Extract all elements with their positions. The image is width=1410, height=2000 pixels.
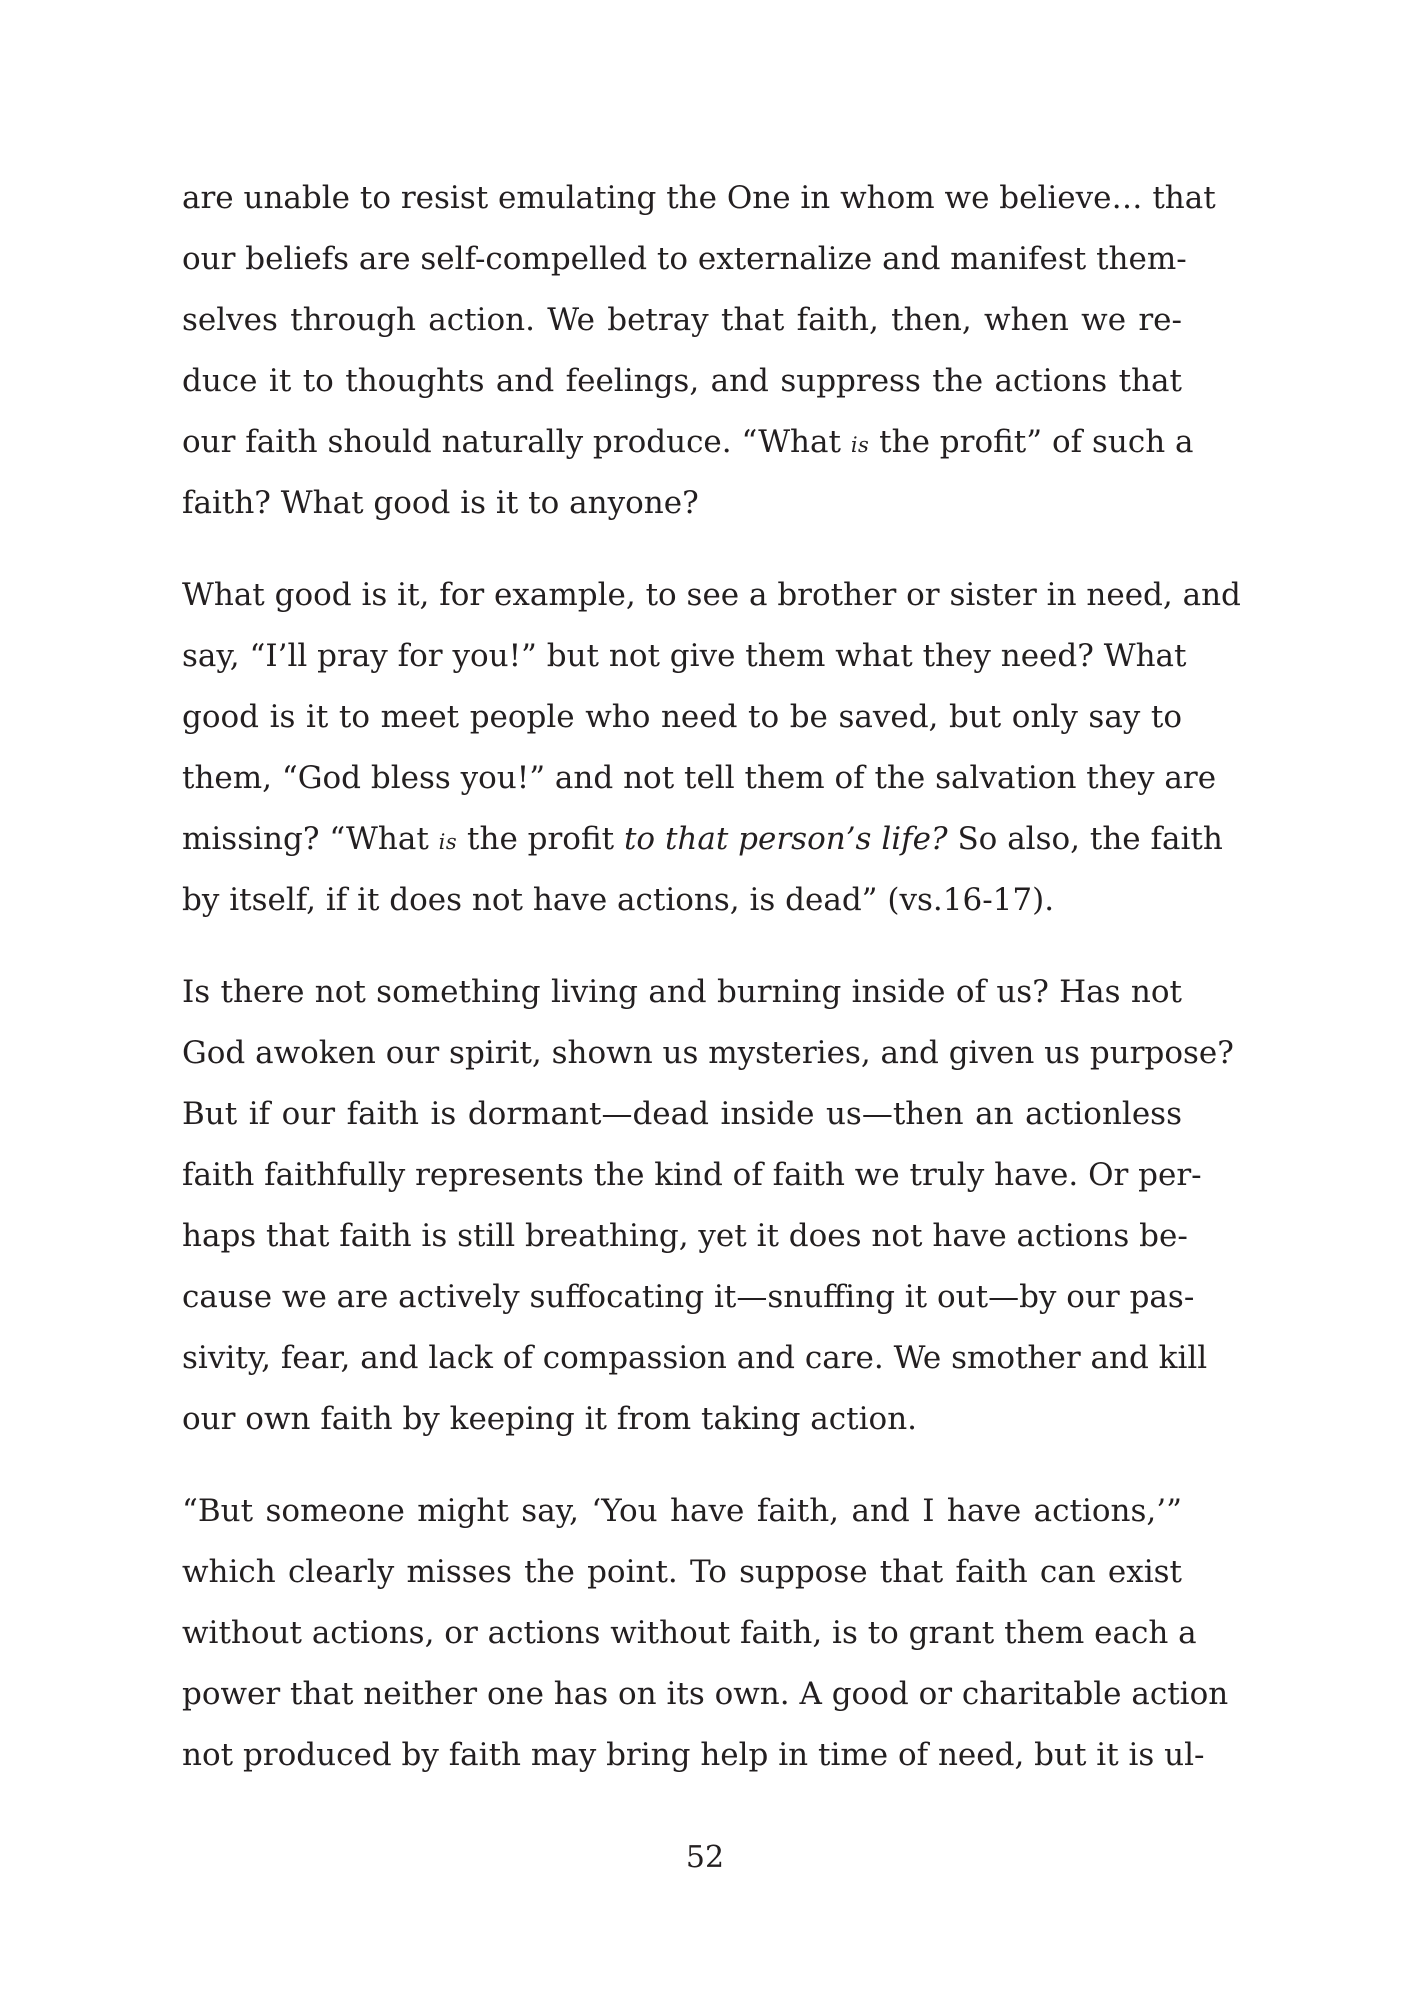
text-line: not produced by faith may bring help in time of need, but it is ul- xyxy=(182,1737,1205,1773)
text-line: “But someone might say, ‘You have faith, and I have actions,’” xyxy=(182,1493,1182,1529)
text-line: sivity, fear, and lack of compassion and care. We smother and kill xyxy=(182,1340,1208,1376)
text-line: our own faith by keeping it from taking action. xyxy=(182,1401,918,1437)
text-line: are unable to resist emulating the One in whom we believe… that xyxy=(182,180,1216,216)
body-text xyxy=(182,168,1241,1786)
text-run: our faith should naturally produce. “What xyxy=(182,424,851,460)
text-run: the profit xyxy=(457,821,624,857)
text-line: But if our faith is dormant—dead inside us—then an actionless xyxy=(182,1096,1182,1132)
paragraph-4 xyxy=(182,1481,1229,1786)
text-line: faith? What good is it to anyone? xyxy=(182,485,699,521)
text-line: power that neither one has on its own. A good or charitable action xyxy=(182,1676,1229,1712)
text-run: the profit” of such a xyxy=(869,424,1194,460)
text-line xyxy=(182,412,1194,473)
paragraph-gap xyxy=(182,534,1182,565)
paragraph-2 xyxy=(182,565,1241,931)
text-line: say, “I’ll pray for you!” but not give them what they need? What xyxy=(182,638,1187,674)
text-line: without actions, or actions without faith, is to grant them each a xyxy=(182,1615,1197,1651)
text-line: haps that faith is still breathing, yet it does not have actions be- xyxy=(182,1218,1188,1254)
text-run: So also, the faith xyxy=(947,821,1223,857)
paragraph-1 xyxy=(182,168,1216,534)
text-line: Is there not something living and burning inside of us? Has not xyxy=(182,974,1182,1010)
text-line: God awoken our spirit, shown us mysteries, and given us purpose? xyxy=(182,1035,1234,1071)
text-line: faith faithfully represents the kind of faith we truly have. Or per- xyxy=(182,1157,1202,1193)
text-line: which clearly misses the point. To suppose that faith can exist xyxy=(182,1554,1182,1590)
text-line: our beliefs are self-compelled to externalize and manifest them- xyxy=(182,241,1187,277)
text-line: duce it to thoughts and feelings, and suppress the actions that xyxy=(182,363,1182,399)
italic-emphasis: to that person’s life? xyxy=(623,821,948,857)
text-line xyxy=(182,809,1223,870)
small-caps-emphasis: is xyxy=(438,830,458,854)
text-run: missing? “What xyxy=(182,821,439,857)
paragraph-gap xyxy=(182,1450,1182,1481)
text-line: cause we are actively suffocating it—snuffing it out—by our pas- xyxy=(182,1279,1195,1315)
text-line: selves through action. We betray that faith, then, when we re- xyxy=(182,302,1182,338)
text-line: them, “God bless you!” and not tell them of the salvation they are xyxy=(182,760,1217,796)
text-line: good is it to meet people who need to be saved, but only say to xyxy=(182,699,1182,735)
small-caps-emphasis: is xyxy=(850,433,870,457)
paragraph-3 xyxy=(182,962,1234,1450)
page-number: 52 xyxy=(685,1840,725,1875)
text-line: by itself, if it does not have actions, is dead” (vs.16-17). xyxy=(182,882,1055,918)
paragraph-gap xyxy=(182,931,1182,962)
text-line: What good is it, for example, to see a brother or sister in need, and xyxy=(182,577,1241,613)
